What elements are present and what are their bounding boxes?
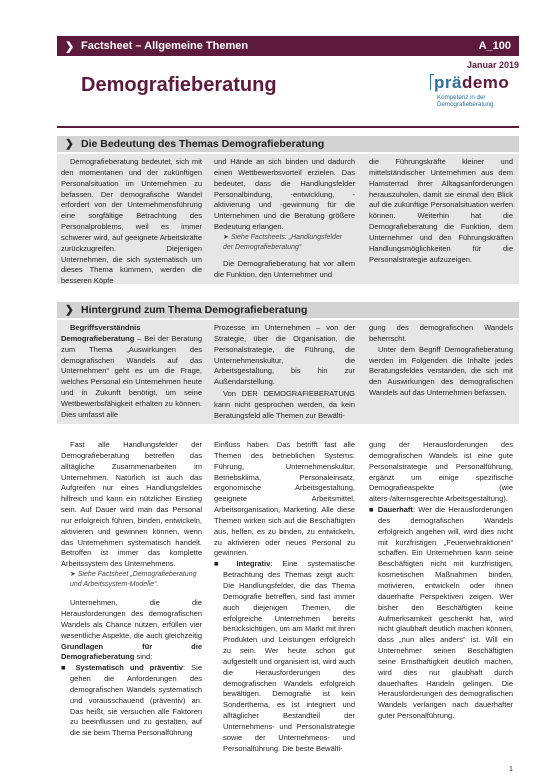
body-column-2 <box>214 440 355 754</box>
header-bar-title: Factsheet – Allgemeine Themen <box>81 40 249 52</box>
paragraph: Unter dem Begriff Demografieberatung werden im Folgenden die Inhalte jedes Beratungsfeldes verstanden, die sich mit den Auswirkungen des demografischen Wandels auf das Unternehmen befassen. <box>369 344 513 398</box>
chevron-right-icon: ❯ <box>65 304 74 316</box>
logo-sub1: Kompetenz in der <box>437 94 486 101</box>
body-column-3 <box>369 440 513 722</box>
logo-brand <box>434 74 509 92</box>
logo-sub2: Demografieberatung <box>437 101 494 108</box>
bullet-item <box>369 505 513 722</box>
paragraph: Die Demografieberatung hat vor allem die Funktion, den Unternehmer und <box>214 258 355 279</box>
bold-term: Integrativ <box>236 559 271 569</box>
logo-brand-b: demo <box>461 73 510 92</box>
section-heading-hintergrund <box>57 302 519 318</box>
bullet-icon: ■ <box>369 505 378 515</box>
bold-term: Dauerhaft <box>377 505 413 515</box>
bold-term: Systematisch und präventiv <box>75 663 184 673</box>
paragraph-text: : Eine systematische Betrachtung des Themas zeigt auch: Die Handlungsfelder, die das Thema Demografie betreffen, sind fast immer auch diejenigen Themen, die erfolgreiche Unternehmen bereits berücksichtigen, um am Markt mit ihren Produkten und Leistungen erfolgreich zu sein. Wer heute schon gut aufgestellt und organisiert ist, wird auch die Herausforderungen des demografischen Wandels erfolgreich bewältigen. Demografie ist kein Sonderthema, es ist integriert und alltäglicher Bestandteil der Unternehmens- und Personalstrategie sowie der Unternehmens- und Personalführung. Die beste Bewälti- <box>223 559 355 753</box>
paragraph: die Führungskräfte kleiner und mittelständischer Unternehmen aus dem Hamsterrad ihrer Alltagsanforderungen herauszuholen, damit sie einmal den Blick auf die zukünftige Personalsituation werfen können. Weiterhin hat die Demografieberatung die Funktion, dem Unternehmer und den Führungskräften Handlungsmöglichkeiten für die Personalstrategie aufzuzeigen. <box>369 157 513 264</box>
paragraph <box>61 323 202 421</box>
reference-text: und Arbeitssystem-Modelle“. <box>70 581 159 589</box>
paragraph: Prozesse im Unternehmen – von der Strategie, über die Organisation, die Personalstrategie, die Führung, die Unternehmenskultur, die Arbeitsgestaltung, bis hin zur Außendarstellung. <box>214 323 355 387</box>
section1-column-1 <box>61 157 202 287</box>
section1-column-3 <box>369 157 513 265</box>
reference-text: Siehe Factsheets: „Handlungsfelder <box>230 233 343 241</box>
section2-column-1 <box>61 323 202 421</box>
bullet-item <box>214 559 355 754</box>
paragraph-text: Unternehmen, die die Herausforderungen des demografischen Wandels als Chance nutzen, erfüllen vier wesentliche Aspekte, die auch gleichzeitig <box>61 598 202 640</box>
paragraph: und Hände an sich binden und dadurch einen Wettbewerbsvorteil erzielen. Das bedeutet, dass die Handlungsfelder Personalbindung, -entwicklung, -aktivierung und -gewinnung für die Unternehmen und die Beratung größere Bedeutung erlangen. <box>214 157 355 232</box>
section-heading-text: Die Bedeutung des Themas Demografieberatung <box>81 138 325 150</box>
header-bar <box>57 36 519 56</box>
paragraph: gung der Herausforderungen des demografischen Wandels ist eine gute Personalstrategie und Personalführung, ergänzt um einige spezifische Demografieaspekte (wie alters-/alternsgerechte Arbeitsgestaltung). <box>369 440 513 504</box>
chevron-right-icon: ❯ <box>65 138 74 150</box>
factsheet-reference <box>61 570 202 590</box>
paragraph-text: : Wer die Herausforderungen des demografischen Wandels erfolgreich angehen will, wird dies nicht mit kurzfristigen „Feuerwehraktionen“ schaffen. Ein Unternehmen kann seine Beschäftigten nicht mit kurzfristigen, kosmetischen Maßnahmen binden, motivieren, entwickeln oder ihnen dauerhafte Perspektiven zeigen. Wer bisher den Beschäftigten keine Aufmerksamkeit geschenkt hat, wird nicht glaubhaft deutlich machen können, dass „nun alles anders“ ist. Will ein Unternehmer seinen Beschäftigten seine Ernsthaftigkeit deutlich machen, wird dies nur glaubhaft durch dauerhaftes Handeln gelingen. Die Herausforderungen des demografischen Wandels verlangen nach dauerhafter guter Personalführung. <box>378 505 513 721</box>
bold-term: Grundlagen für die Demografieberatung <box>61 641 202 662</box>
section-heading-text: Hintergrund zum Thema Demografieberatung <box>81 304 308 316</box>
praedemo-logo <box>434 74 518 116</box>
paragraph-text: sind: <box>134 652 153 662</box>
section1-column-2 <box>214 157 355 281</box>
bold-term: Begriffsverständnis Demografieberatung <box>61 323 141 343</box>
section2-column-2 <box>214 323 355 422</box>
paragraph: gung des demografischen Wandels beherrscht. <box>369 323 513 343</box>
reference-arrow-icon: ➤ <box>70 571 78 579</box>
reference-text: der Demografieberatung“ <box>223 243 302 251</box>
paragraph-text: : Sie gehen die Anforderungen des demografischen Wandels systematisch und vorausschauend (präventiv) an. Das heißt, sie versuchen alle Faktoren zu beeinflussen und zu gestalten, auf die sie beim Thema Personalführung <box>70 663 202 738</box>
paragraph-text: – Bei der Beratung zum Thema „Auswirkungen des demografischen Wandels auf das Unternehmen“ geht es um die Frage, welches Personal ein Unternehmen heute und in Zukunft benötigt, um seine Wettbewerbsfähigkeit erhalten zu können. Dies umfasst alle <box>61 333 202 419</box>
reference-text: Siehe Factsheet „Demografieberatung <box>77 571 197 579</box>
logo-brand-a: prä <box>434 73 462 92</box>
paragraph <box>61 598 202 663</box>
page-title: Demografieberatung <box>81 74 277 96</box>
reference-arrow-icon: ➤ <box>223 233 231 241</box>
document-code: A_100 <box>478 40 511 52</box>
paragraph: Einfluss haben. Das betrifft fast alle Themen des betrieblichen Systems: Führung, Unternehmenskultur, Betriebsklima, Personaleinsatz, ergonomische Arbeitsgestaltung, geeignete Arbeitsmittel, Arbeitsorganisation, Marketing. Alle diese Themen wirken sich auf die Beschäftigten aus, helfen, es zu binden, zu entwickeln, zu aktivieren oder neues Personal zu gewinnen. <box>214 440 355 558</box>
section-heading-bedeutung <box>57 136 519 152</box>
chevron-right-icon: ❯ <box>65 41 75 53</box>
bullet-item <box>61 663 202 739</box>
factsheet-reference <box>214 233 355 253</box>
document-date: Januar 2019 <box>466 60 519 70</box>
page-number: 1 <box>509 766 513 773</box>
bullet-icon: ■ <box>61 663 76 673</box>
bullet-icon: ■ <box>214 559 237 569</box>
paragraph: Demografieberatung bedeutet, sich mit den momentanen und der zukünftigen Personalsituation im Unternehmen zu befassen. Der demografische Wandel erfordert von der Unternehmensführung eine sorgfältige Betrachtung des Personalproblems, weil es immer schwerer wird, auf geeignete Arbeitskräfte zurückzugreifen. Diejenigen Unternehmen, die sich systematisch um dieses Thema kümmern, werden die besseren Köpfe <box>61 157 202 286</box>
paragraph: Von DER DEMOGRAFIEBERATUNG kann nicht gesprochen werden, da kein Beratungsfeld alle Themen zur Bewälti- <box>214 389 355 420</box>
paragraph: Fast alle Handlungsfelder der Demografieberatung betreffen das alltägliche Zusammenarbeiten im Unternehmen. Natürlich ist auch das Aufgreifen nur eines Handlungsfeldes hilfreich und kann ein nützlicher Einstieg sein. Auf Dauer wird man das Personal nur erfolgreich führen, binden, entwickeln, aktivieren und gewinnen können, wenn das Unternehmen systematisch handelt. Betroffen ist immer das komplette Arbeitssystem des Unternehmens. <box>61 440 202 569</box>
logo-subtitle <box>437 94 493 108</box>
section2-column-3 <box>369 323 513 399</box>
divider <box>57 126 519 128</box>
body-column-1 <box>61 440 202 739</box>
